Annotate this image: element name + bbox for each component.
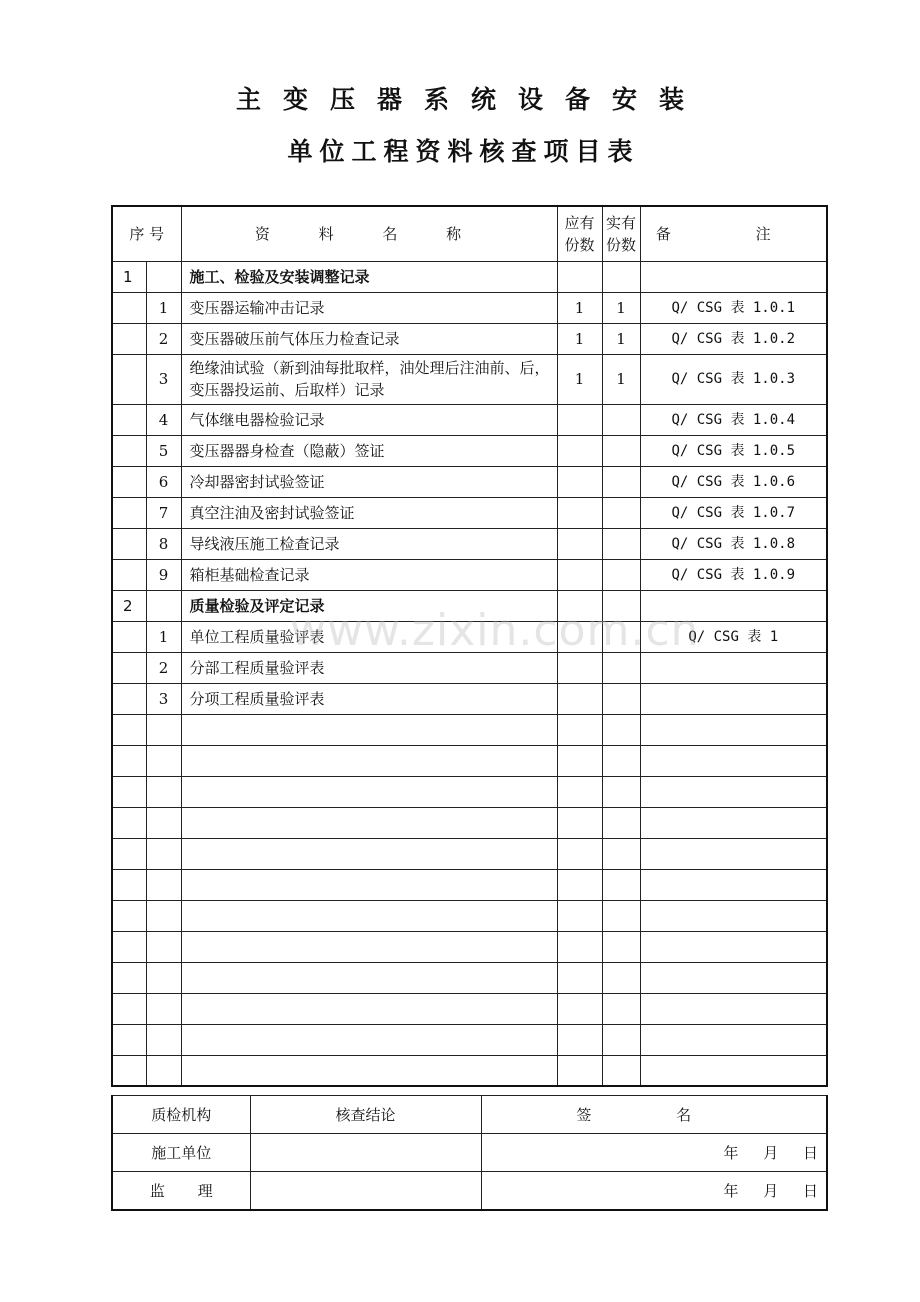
empty-cell <box>640 807 827 838</box>
empty-row <box>112 1055 827 1086</box>
empty-cell <box>112 776 146 807</box>
empty-cell <box>557 1055 602 1086</box>
item-number: 2 <box>146 323 181 354</box>
item-name: 分项工程质量验评表 <box>181 683 557 714</box>
empty-row <box>112 931 827 962</box>
empty-cell <box>112 931 146 962</box>
empty-cell <box>146 807 181 838</box>
empty-cell <box>181 869 557 900</box>
empty-cell <box>640 993 827 1024</box>
item-actual-count <box>602 466 640 497</box>
group-number: 1 <box>112 261 146 292</box>
empty-cell <box>112 869 146 900</box>
item-should-count <box>557 404 602 435</box>
table-header-row <box>112 206 827 261</box>
item-number: 8 <box>146 528 181 559</box>
empty-cell <box>112 1055 146 1086</box>
item-should-count <box>557 497 602 528</box>
item-group-cell <box>112 435 146 466</box>
item-name: 变压器运输冲击记录 <box>181 292 557 323</box>
empty-cell <box>557 838 602 869</box>
signature-conclusion-cell[interactable] <box>250 1134 481 1172</box>
item-name: 单位工程质量验评表 <box>181 621 557 652</box>
empty-cell <box>112 993 146 1024</box>
empty-cell <box>640 931 827 962</box>
signature-org: 监 理 <box>112 1172 250 1211</box>
empty-cell <box>181 745 557 776</box>
item-group-cell <box>112 528 146 559</box>
item-actual-count: 1 <box>602 292 640 323</box>
item-number: 1 <box>146 621 181 652</box>
header-seq: 序 号 <box>112 206 181 261</box>
group-remark-cell <box>640 261 827 292</box>
signature-row <box>112 1172 827 1211</box>
item-actual-count <box>602 683 640 714</box>
empty-cell <box>146 1024 181 1055</box>
signature-col-sign: 签 名 <box>481 1096 827 1134</box>
header-actual-line2: 份数 <box>605 235 636 254</box>
item-remark: Q/ CSG 表 1.0.5 <box>640 435 827 466</box>
empty-cell <box>640 900 827 931</box>
empty-cell <box>181 1024 557 1055</box>
item-remark: Q/ CSG 表 1.0.8 <box>640 528 827 559</box>
item-row <box>112 559 827 590</box>
empty-cell <box>640 838 827 869</box>
document-title-line1: 主变压器系统设备安装 <box>235 85 706 114</box>
item-remark: Q/ CSG 表 1.0.1 <box>640 292 827 323</box>
empty-cell <box>181 714 557 745</box>
group-number: 2 <box>112 590 146 621</box>
empty-cell <box>602 714 640 745</box>
item-name: 变压器器身检查（隐蔽）签证 <box>181 435 557 466</box>
empty-cell <box>112 807 146 838</box>
empty-cell <box>146 714 181 745</box>
empty-cell <box>146 776 181 807</box>
item-group-cell <box>112 652 146 683</box>
group-actual-cell <box>602 590 640 621</box>
empty-cell <box>602 1024 640 1055</box>
empty-cell <box>181 962 557 993</box>
empty-cell <box>602 1055 640 1086</box>
item-row <box>112 497 827 528</box>
item-actual-count <box>602 652 640 683</box>
item-row <box>112 466 827 497</box>
empty-cell <box>181 1055 557 1086</box>
signature-date: 年 月 日 <box>481 1172 827 1211</box>
empty-cell <box>557 900 602 931</box>
item-row <box>112 435 827 466</box>
empty-row <box>112 714 827 745</box>
item-should-count: 1 <box>557 323 602 354</box>
item-should-count <box>557 621 602 652</box>
empty-cell <box>640 1024 827 1055</box>
item-number: 6 <box>146 466 181 497</box>
item-should-count <box>557 528 602 559</box>
empty-cell <box>557 962 602 993</box>
empty-cell <box>602 807 640 838</box>
item-remark: Q/ CSG 表 1.0.4 <box>640 404 827 435</box>
empty-cell <box>146 1055 181 1086</box>
signature-col-conclusion: 核查结论 <box>250 1096 481 1134</box>
empty-cell <box>557 776 602 807</box>
item-number: 5 <box>146 435 181 466</box>
header-actual-line1: 实有 <box>605 213 636 232</box>
item-name: 气体继电器检验记录 <box>181 404 557 435</box>
empty-row <box>112 962 827 993</box>
signature-row <box>112 1134 827 1172</box>
group-subnumber-cell <box>146 590 181 621</box>
empty-row <box>112 900 827 931</box>
item-actual-count: 1 <box>602 354 640 404</box>
group-remark-cell <box>640 590 827 621</box>
header-name: 资 料 名 称 <box>181 206 557 261</box>
item-actual-count <box>602 559 640 590</box>
item-row <box>112 683 827 714</box>
watermark-text: www.zixin.com.cn <box>290 605 700 656</box>
item-name: 箱柜基础检查记录 <box>181 559 557 590</box>
empty-cell <box>602 869 640 900</box>
item-should-count: 1 <box>557 354 602 404</box>
item-actual-count <box>602 404 640 435</box>
empty-cell <box>557 869 602 900</box>
item-row <box>112 652 827 683</box>
item-actual-count <box>602 497 640 528</box>
empty-cell <box>602 962 640 993</box>
item-remark: Q/ CSG 表 1 <box>640 621 827 652</box>
item-should-count <box>557 652 602 683</box>
empty-cell <box>181 776 557 807</box>
document-title-line2: 单位工程资料核查项目表 <box>287 137 640 166</box>
empty-cell <box>557 1024 602 1055</box>
empty-cell <box>640 869 827 900</box>
item-name: 冷却器密封试验签证 <box>181 466 557 497</box>
item-group-cell <box>112 559 146 590</box>
group-title: 质量检验及评定记录 <box>181 590 557 621</box>
item-name: 导线液压施工检查记录 <box>181 528 557 559</box>
empty-cell <box>112 900 146 931</box>
item-row <box>112 528 827 559</box>
item-group-cell <box>112 683 146 714</box>
signature-conclusion-cell[interactable] <box>250 1172 481 1211</box>
empty-cell <box>557 931 602 962</box>
item-actual-count <box>602 621 640 652</box>
empty-cell <box>146 900 181 931</box>
empty-cell <box>602 993 640 1024</box>
item-actual-count: 1 <box>602 323 640 354</box>
group-should-cell <box>557 590 602 621</box>
group-subnumber-cell <box>146 261 181 292</box>
item-name: 分部工程质量验评表 <box>181 652 557 683</box>
signature-header-row <box>112 1096 827 1134</box>
empty-cell <box>602 931 640 962</box>
empty-cell <box>181 807 557 838</box>
item-number: 9 <box>146 559 181 590</box>
empty-cell <box>146 962 181 993</box>
item-group-cell <box>112 323 146 354</box>
empty-cell <box>181 993 557 1024</box>
empty-cell <box>112 962 146 993</box>
header-should-line2: 份数 <box>564 235 595 254</box>
item-row <box>112 292 827 323</box>
item-actual-count <box>602 435 640 466</box>
signature-table <box>111 1095 828 1211</box>
empty-cell <box>112 745 146 776</box>
empty-cell <box>112 1024 146 1055</box>
item-should-count <box>557 435 602 466</box>
item-number: 7 <box>146 497 181 528</box>
item-remark: Q/ CSG 表 1.0.9 <box>640 559 827 590</box>
signature-date: 年 月 日 <box>481 1134 827 1172</box>
empty-cell <box>557 745 602 776</box>
item-remark <box>640 683 827 714</box>
empty-cell <box>640 776 827 807</box>
empty-cell <box>602 776 640 807</box>
empty-row <box>112 807 827 838</box>
empty-row <box>112 838 827 869</box>
item-should-count <box>557 466 602 497</box>
item-row <box>112 621 827 652</box>
group-title: 施工、检验及安装调整记录 <box>181 261 557 292</box>
item-group-cell <box>112 497 146 528</box>
item-number: 3 <box>146 683 181 714</box>
empty-cell <box>640 745 827 776</box>
item-number: 3 <box>146 354 181 404</box>
empty-row <box>112 776 827 807</box>
empty-cell <box>112 714 146 745</box>
empty-cell <box>181 838 557 869</box>
group-row <box>112 590 827 621</box>
empty-row <box>112 993 827 1024</box>
empty-cell <box>557 807 602 838</box>
group-actual-cell <box>602 261 640 292</box>
item-row <box>112 323 827 354</box>
group-should-cell <box>557 261 602 292</box>
empty-cell <box>146 745 181 776</box>
item-remark: Q/ CSG 表 1.0.6 <box>640 466 827 497</box>
item-group-cell <box>112 621 146 652</box>
item-actual-count <box>602 528 640 559</box>
empty-cell <box>557 993 602 1024</box>
item-remark <box>640 652 827 683</box>
item-group-cell <box>112 404 146 435</box>
signature-col-org: 质检机构 <box>112 1096 250 1134</box>
signature-org: 施工单位 <box>112 1134 250 1172</box>
item-remark: Q/ CSG 表 1.0.2 <box>640 323 827 354</box>
item-row <box>112 354 827 404</box>
empty-cell <box>181 931 557 962</box>
item-group-cell <box>112 466 146 497</box>
empty-cell <box>640 1055 827 1086</box>
group-row <box>112 261 827 292</box>
empty-cell <box>557 714 602 745</box>
item-number: 4 <box>146 404 181 435</box>
empty-row <box>112 869 827 900</box>
item-remark: Q/ CSG 表 1.0.7 <box>640 497 827 528</box>
empty-row <box>112 745 827 776</box>
empty-cell <box>640 714 827 745</box>
header-should-count <box>557 206 602 261</box>
item-name: 真空注油及密封试验签证 <box>181 497 557 528</box>
item-should-count <box>557 683 602 714</box>
empty-cell <box>640 962 827 993</box>
empty-cell <box>602 745 640 776</box>
empty-cell <box>602 838 640 869</box>
item-should-count <box>557 559 602 590</box>
empty-cell <box>112 838 146 869</box>
checklist-table <box>111 205 828 1087</box>
empty-cell <box>146 931 181 962</box>
empty-cell <box>146 869 181 900</box>
empty-cell <box>146 838 181 869</box>
item-row <box>112 404 827 435</box>
header-should-line1: 应有 <box>564 213 595 232</box>
item-group-cell <box>112 292 146 323</box>
item-name: 变压器破压前气体压力检查记录 <box>181 323 557 354</box>
item-name: 绝缘油试验（新到油每批取样，油处理后注油前、后，变压器投运前、后取样）记录 <box>181 354 557 404</box>
empty-cell <box>146 993 181 1024</box>
item-should-count: 1 <box>557 292 602 323</box>
item-remark: Q/ CSG 表 1.0.3 <box>640 354 827 404</box>
header-remark: 备 注 <box>640 206 827 261</box>
empty-row <box>112 1024 827 1055</box>
item-number: 1 <box>146 292 181 323</box>
item-group-cell <box>112 354 146 404</box>
empty-cell <box>181 900 557 931</box>
empty-cell <box>602 900 640 931</box>
header-actual-count <box>602 206 640 261</box>
item-number: 2 <box>146 652 181 683</box>
